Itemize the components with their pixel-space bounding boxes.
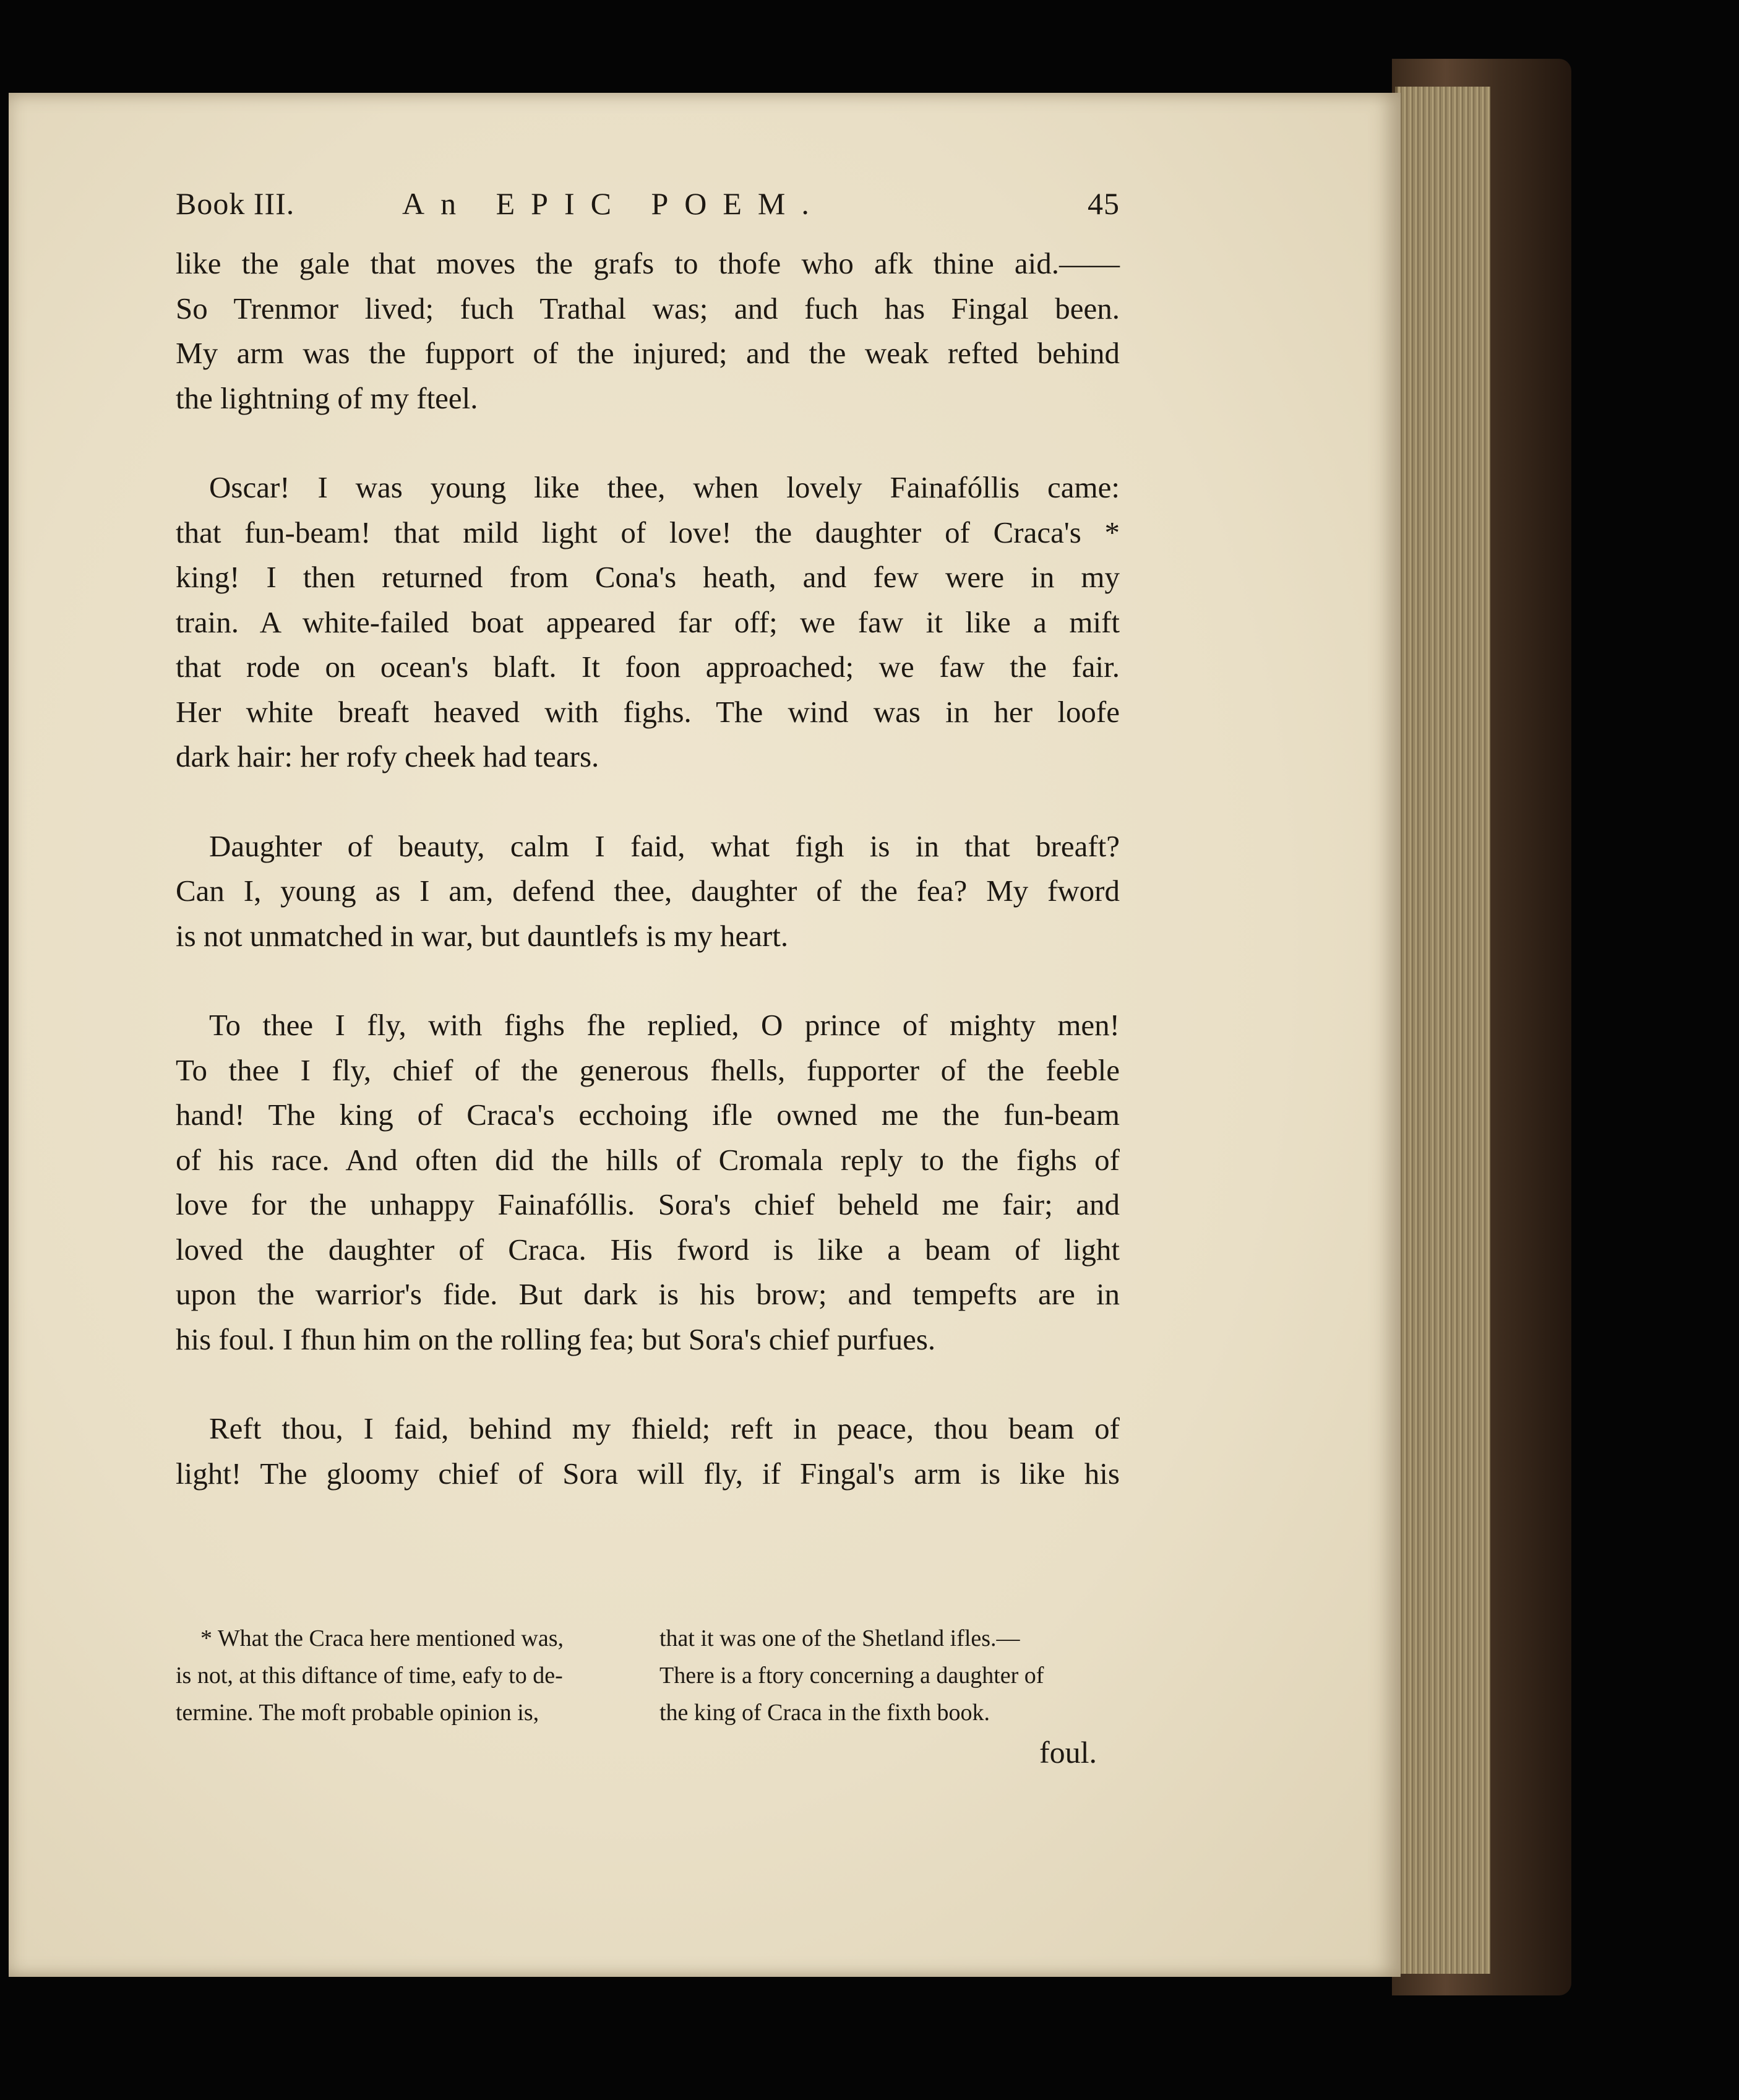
footnote [176,1620,1122,1731]
text-line: So Trenmor lived; fuch Trathal was; and fuch has Fingal been. [176,291,1120,325]
footnote-line: * What the Craca here mentioned was, [200,1625,564,1651]
page-fore-edge [1395,87,1490,1974]
text-line: train. A white-failed boat appeared far off; we faw it like a mift [176,605,1120,639]
paragraph-3 [176,824,1120,959]
paragraph-1 [176,241,1120,421]
text-line: king! I then returned from Cona's heath, and few were in my [176,560,1120,594]
text-line: Her white breaft heaved with fighs. The wind was in her loofe [176,694,1120,729]
paragraph-2 [176,465,1120,780]
catchword: foul. [1039,1735,1097,1770]
running-title: An EPIC POEM. [402,186,825,221]
paragraph-4 [176,1003,1120,1362]
text-line: light! The gloomy chief of Sora will fly, if Fingal's arm is like his [176,1456,1120,1491]
text-line: that rode on ocean's blaft. It foon approached; we faw the fair. [176,650,1120,684]
text-line: hand! The king of Craca's ecchoing ifle owned me the fun-beam [176,1098,1120,1132]
text-line: the lightning of my fteel. [176,381,478,415]
page-number: 45 [1088,186,1120,221]
text-line: To thee I fly, chief of the generous fhells, fupporter of the feeble [176,1052,1120,1087]
text-line: Daughter of beauty, calm I faid, what figh is in that breaft? [209,828,1120,863]
footnote-right-column [659,1620,1122,1731]
paragraph-5 [176,1406,1120,1496]
footnote-left-column [176,1620,638,1731]
text-line: Can I, young as I am, defend thee, daughter of the fea? My fword [176,874,1120,908]
text-line: is not unmatched in war, but dauntlefs is my heart. [176,918,789,953]
running-head [167,186,1120,241]
text-line: loved the daughter of Craca. His fword is like a beam of light [176,1232,1120,1267]
book-label: Book III. [176,186,295,221]
text-block [167,186,1120,1496]
text-line: love for the unhappy Fainafóllis. Sora's chief beheld me fair; and [176,1187,1120,1221]
text-line: that fun-beam! that mild light of love! the daughter of Craca's * [176,515,1120,549]
text-line: My arm was the fupport of the injured; and the weak refted behind [176,336,1120,370]
footnote-line: termine. The moft probable opinion is, [176,1700,539,1726]
footnote-line: is not, at this diftance of time, eafy to de- [176,1663,563,1689]
text-line: his foul. I fhun him on the rolling fea; but Sora's chief purfues. [176,1322,936,1356]
text-line: of his race. And often did the hills of Cromala reply to the fighs of [176,1142,1120,1177]
text-line: Reft thou, I faid, behind my fhield; reft in peace, thou beam of [209,1411,1120,1445]
text-line: like the gale that moves the grafs to thofe who afk thine aid.—— [176,246,1120,280]
text-line: dark hair: her rofy cheek had tears. [176,739,599,773]
text-line: upon the warrior's fide. But dark is his brow; and tempefts are in [176,1277,1120,1311]
footnote-line: that it was one of the Shetland ifles.— [659,1625,1020,1651]
footnote-line: the king of Craca in the fixth book. [659,1700,990,1726]
text-line: Oscar! I was young like thee, when lovely Fainafóllis came: [209,470,1120,504]
footnote-line: There is a ftory concerning a daughter of [659,1663,1044,1689]
text-line: To thee I fly, with fighs fhe replied, O prince of mighty men! [209,1008,1120,1042]
